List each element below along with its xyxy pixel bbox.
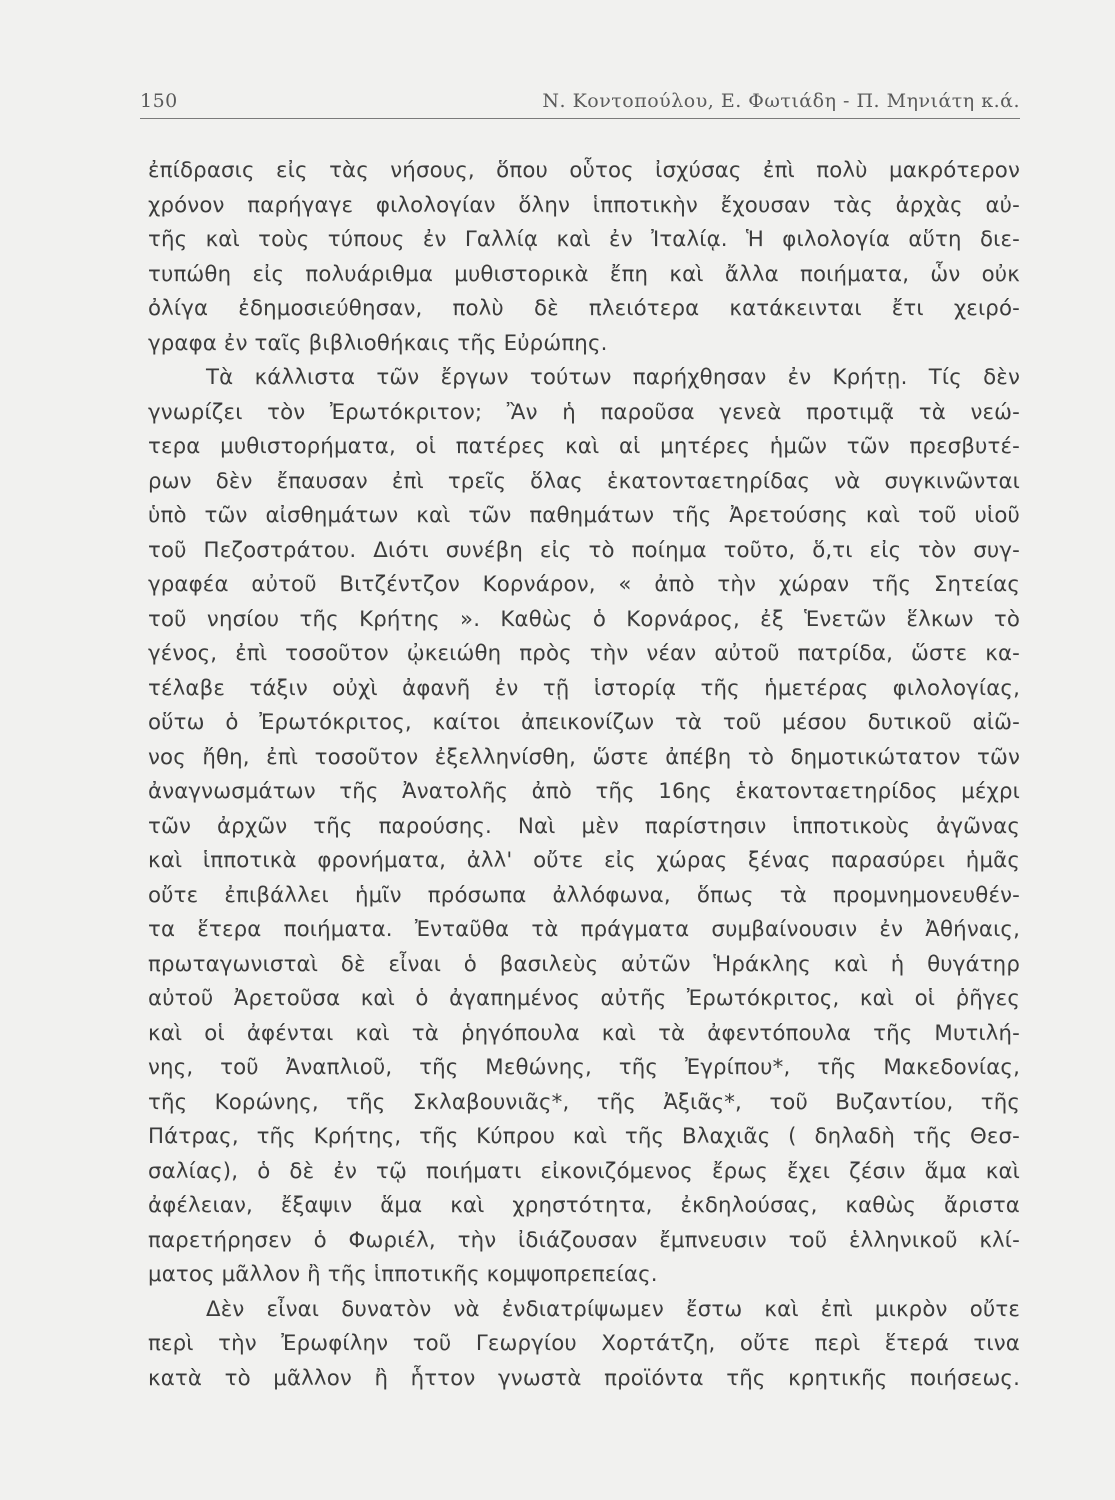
text-line: τέλαβε τάξιν οὐχὶ ἀφανῆ ἐν τῇ ἱστορίᾳ τῆς ἡμετέρας φιλολογίας, (148, 675, 1020, 701)
text-line: τοῦ νησίου τῆς Κρήτης ». Καθὼς ὁ Κορνάρος, ἐξ Ἑνετῶν ἕλκων τὸ (148, 606, 1020, 632)
text-line: σαλίας), ὁ δὲ ἐν τῷ ποιήματι εἰκονιζόμενος ἔρως ἔχει ζέσιν ἅμα καὶ (148, 1158, 1020, 1184)
text-line: τοῦ Πεζοστράτου. Διότι συνέβη εἰς τὸ ποίημα τοῦτο, ὅ,τι εἰς τὸν συγ- (148, 537, 1020, 563)
text-line: τερα μυθιστορήματα, οἱ πατέρες καὶ αἱ μητέρες ἡμῶν τῶν πρεσβυτέ- (148, 434, 1020, 459)
text-line: ὑπὸ τῶν αἰσθημάτων καὶ τῶν παθημάτων τῆς Ἀρετούσης καὶ τοῦ υἱοῦ (148, 503, 1020, 528)
text-line: ἀφέλειαν, ἔξαψιν ἅμα καὶ χρηστότητα, ἐκδηλούσας, καθὼς ἄριστα (148, 1193, 1020, 1218)
text-line: καὶ οἱ ἀφένται καὶ τὰ ῥηγόπουλα καὶ τὰ ἀφεντόπουλα τῆς Μυτιλή- (148, 1020, 1020, 1046)
text-line: τῶν ἀρχῶν τῆς παρούσης. Ναὶ μὲν παρίστησιν ἱπποτικοὺς ἀγῶνας (148, 813, 1020, 839)
text-line: νης, τοῦ Ἀναπλιοῦ, τῆς Μεθώνης, τῆς Ἐγρίπου*, τῆς Μακεδονίας, (148, 1055, 1020, 1080)
page-number: 150 (140, 90, 178, 112)
text-line: τῆς Κορώνης, τῆς Σκλαβουνιᾶς*, τῆς Ἀξιᾶς*, τοῦ Βυζαντίου, τῆς (148, 1089, 1020, 1115)
text-line: περὶ τὴν Ἐρωφίλην τοῦ Γεωργίου Χορτάτζη, οὔτε περὶ ἕτερά τινα (148, 1331, 1020, 1356)
text-line: αὐτοῦ Ἀρετοῦσα καὶ ὁ ἀγαπημένος αὐτῆς Ἐρωτόκριτος, καὶ οἱ ῥῆγες (148, 986, 1020, 1011)
text-line: τα ἕτερα ποιήματα. Ἐνταῦθα τὰ πράγματα συμβαίνουσιν ἐν Ἀθήναις, (148, 917, 1020, 942)
text-line: ματος μᾶλλον ἢ τῆς ἱπποτικῆς κομψοπρεπείας. (148, 1262, 658, 1287)
text-line: γραφέα αὐτοῦ Βιτζέντζον Κορνάρον, « ἀπὸ τὴν χώραν τῆς Σητείας (148, 572, 1020, 597)
body-text (148, 154, 1020, 1396)
text-line: τῆς καὶ τοὺς τύπους ἐν Γαλλίᾳ καὶ ἐν Ἰταλίᾳ. Ἡ φιλολογία αὕτη διε- (148, 227, 1020, 252)
text-line: ἀναγνωσμάτων τῆς Ἀνατολῆς ἀπὸ τῆς 16ης ἑκατονταετηρίδος μέχρι (148, 779, 1020, 804)
text-line: Πάτρας, τῆς Κρήτης, τῆς Κύπρου καὶ τῆς Βλαχιᾶς ( δηλαδὴ τῆς Θεσ- (148, 1124, 1020, 1149)
text-line: ἐπίδρασις εἰς τὰς νήσους, ὅπου οὗτος ἰσχύσας ἐπὶ πολὺ μακρότερον (148, 158, 1020, 183)
header-rule (140, 118, 1020, 119)
running-head-title: Ν. Κοντοπούλου, Ε. Φωτιάδη - Π. Μηνιάτη κ.ά. (542, 90, 1020, 112)
running-head (140, 86, 1020, 120)
text-line: κατὰ τὸ μᾶλλον ἢ ἧττον γνωστὰ προϊόντα τῆς κρητικῆς ποιήσεως. (148, 1365, 1020, 1391)
text-line: πρωταγωνισταὶ δὲ εἶναι ὁ βασιλεὺς αὐτῶν Ἡράκλης καὶ ἡ θυγάτηρ (148, 951, 1020, 977)
text-line: οὔτε ἐπιβάλλει ἡμῖν πρόσωπα ἀλλόφωνα, ὅπως τὰ προμνημονευθέν- (148, 882, 1020, 908)
text-line: παρετήρησεν ὁ Φωριέλ, τὴν ἰδιάζουσαν ἔμπνευσιν τοῦ ἑλληνικοῦ κλί- (148, 1227, 1020, 1253)
text-line: ὀλίγα ἐδημοσιεύθησαν, πολὺ δὲ πλειότερα κατάκεινται ἔτι χειρό- (148, 296, 1020, 321)
text-line: Τὰ κάλλιστα τῶν ἔργων τούτων παρήχθησαν ἐν Κρήτῃ. Τίς δὲν (206, 365, 1020, 390)
text-line: τυπώθη εἰς πολυάριθμα μυθιστορικὰ ἔπη καὶ ἄλλα ποιήματα, ὧν οὐκ (148, 261, 1020, 287)
text-line: καὶ ἱπποτικὰ φρονήματα, ἀλλ' οὔτε εἰς χώρας ξένας παρασύρει ἡμᾶς (148, 848, 1020, 873)
text-line: γένος, ἐπὶ τοσοῦτον ᾠκειώθη πρὸς τὴν νέαν αὐτοῦ πατρίδα, ὥστε κα- (148, 641, 1020, 666)
text-line: χρόνον παρήγαγε φιλολογίαν ὅλην ἱπποτικὴν ἔχουσαν τὰς ἀρχὰς αὐ- (148, 192, 1020, 218)
text-line: Δὲν εἶναι δυνατὸν νὰ ἐνδιατρίψωμεν ἔστω καὶ ἐπὶ μικρὸν οὔτε (206, 1296, 1020, 1322)
text-line: νος ἤθη, ἐπὶ τοσοῦτον ἐξελληνίσθη, ὥστε ἀπέβη τὸ δημοτικώτατον τῶν (148, 744, 1020, 770)
text-line: γραφα ἐν ταῖς βιβλιοθήκαις τῆς Εὐρώπης. (148, 330, 608, 356)
text-line: γνωρίζει τὸν Ἐρωτόκριτον; Ἂν ἡ παροῦσα γενεὰ προτιμᾷ τὰ νεώ- (148, 399, 1020, 425)
text-line: ρων δὲν ἔπαυσαν ἐπὶ τρεῖς ὅλας ἑκατονταετηρίδας νὰ συγκινῶνται (148, 468, 1020, 494)
text-line: οὕτω ὁ Ἐρωτόκριτος, καίτοι ἀπεικονίζων τὰ τοῦ μέσου δυτικοῦ αἰῶ- (148, 710, 1020, 735)
